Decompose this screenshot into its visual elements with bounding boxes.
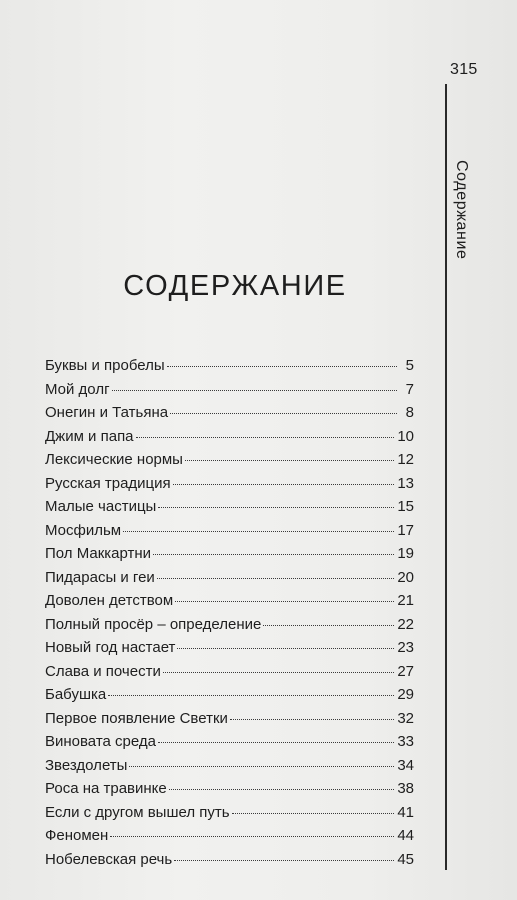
toc-entry-page: 33 [397, 733, 414, 750]
toc-entry [45, 662, 414, 686]
toc-entry-page: 13 [397, 474, 414, 492]
dot-leader [108, 695, 394, 696]
toc-entry-page: 23 [397, 639, 414, 656]
toc-entry [45, 521, 414, 545]
toc-entry [45, 709, 414, 733]
toc-entry-page: 19 [397, 545, 414, 562]
toc-entry-title: Слава и почести [45, 662, 161, 680]
toc-entry [45, 591, 414, 615]
toc-entry [45, 685, 414, 709]
toc-entry-title: Новый год настает [45, 639, 176, 656]
toc-entry-page: 7 [405, 380, 414, 398]
toc-entry [45, 615, 414, 639]
toc-entry [45, 497, 414, 521]
dot-leader [173, 484, 395, 485]
toc-entry-page: 12 [397, 451, 414, 468]
dot-leader [263, 625, 394, 626]
dot-leader [136, 437, 395, 438]
dot-leader [167, 366, 397, 367]
toc-entry-title: Если с другом вышел путь [45, 803, 230, 821]
toc-entry [45, 474, 414, 498]
dot-leader [174, 860, 394, 861]
toc-entry [45, 403, 414, 427]
toc-entry-page: 27 [397, 662, 414, 680]
toc-entry [45, 544, 414, 568]
toc-entry-page: 41 [397, 803, 414, 821]
dot-leader [157, 578, 395, 579]
toc-entry-title: Русская традиция [45, 474, 171, 492]
toc-entry-title: Виновата среда [45, 733, 156, 750]
toc-entry [45, 826, 414, 850]
toc-entry-title: Мой долг [45, 380, 110, 398]
toc-entry-page: 21 [397, 592, 414, 609]
toc-entry-title: Малые частицы [45, 498, 157, 515]
toc-entry [45, 638, 414, 662]
dot-leader [169, 789, 395, 790]
toc-entry-title: Доволен детством [45, 592, 174, 609]
toc-entry [45, 803, 414, 827]
toc-entry-page: 29 [397, 686, 414, 703]
toc-entry-page: 8 [405, 404, 414, 421]
toc-entry [45, 850, 414, 874]
toc-entry-title: Мосфильм [45, 521, 122, 539]
dot-leader [175, 601, 394, 602]
toc-entry-page: 20 [397, 568, 414, 586]
dot-leader [232, 813, 395, 814]
toc-title: СОДЕРЖАНИЕ [123, 270, 347, 302]
dot-leader [110, 836, 394, 837]
dot-leader [158, 507, 394, 508]
toc-entry-page: 44 [397, 827, 414, 844]
toc-entry-title: Пидарасы и геи [45, 568, 155, 586]
dot-leader [170, 413, 397, 414]
toc-entry-page: 38 [397, 780, 414, 797]
dot-leader [158, 742, 394, 743]
toc-entry [45, 427, 414, 451]
toc-entry-title: Звездолеты [45, 756, 128, 774]
toc-entry-title: Первое появление Светки [45, 709, 228, 727]
toc-entry-page: 5 [405, 357, 414, 374]
toc-entry-page: 10 [397, 427, 414, 445]
toc-entry-title: Онегин и Татьяна [45, 404, 169, 421]
toc-entry-page: 34 [397, 756, 414, 774]
toc-entry-page: 22 [397, 615, 414, 633]
toc-entry-title: Пол Маккартни [45, 545, 152, 562]
toc-entry [45, 450, 414, 474]
toc-entry-title: Полный просёр – определение [45, 615, 262, 633]
dot-leader [177, 648, 394, 649]
toc-entry-page: 15 [397, 498, 414, 515]
toc-entry-title: Буквы и пробелы [45, 357, 165, 374]
page-number: 315 [450, 61, 478, 78]
toc-entry [45, 568, 414, 592]
toc-entry-title: Бабушка [45, 686, 107, 703]
toc-list [45, 356, 414, 873]
toc-entry-page: 32 [397, 709, 414, 727]
toc-entry-page: 45 [397, 850, 414, 868]
dot-leader [112, 390, 397, 391]
toc-entry-page: 17 [397, 521, 414, 539]
dot-leader [163, 672, 394, 673]
toc-entry [45, 380, 414, 404]
toc-entry [45, 356, 414, 380]
dot-leader [129, 766, 394, 767]
toc-entry-title: Роса на травинке [45, 780, 167, 797]
dot-leader [185, 460, 394, 461]
toc-entry [45, 732, 414, 756]
running-head: Содержание [453, 160, 470, 260]
toc-entry-title: Феномен [45, 827, 109, 844]
dot-leader [153, 554, 394, 555]
toc-entry-title: Нобелевская речь [45, 850, 173, 868]
toc-entry [45, 756, 414, 780]
toc-entry-title: Джим и папа [45, 427, 134, 445]
toc-entry-title: Лексические нормы [45, 451, 183, 468]
dot-leader [230, 719, 394, 720]
margin-rule [445, 84, 447, 870]
toc-entry [45, 779, 414, 803]
dot-leader [123, 531, 394, 532]
